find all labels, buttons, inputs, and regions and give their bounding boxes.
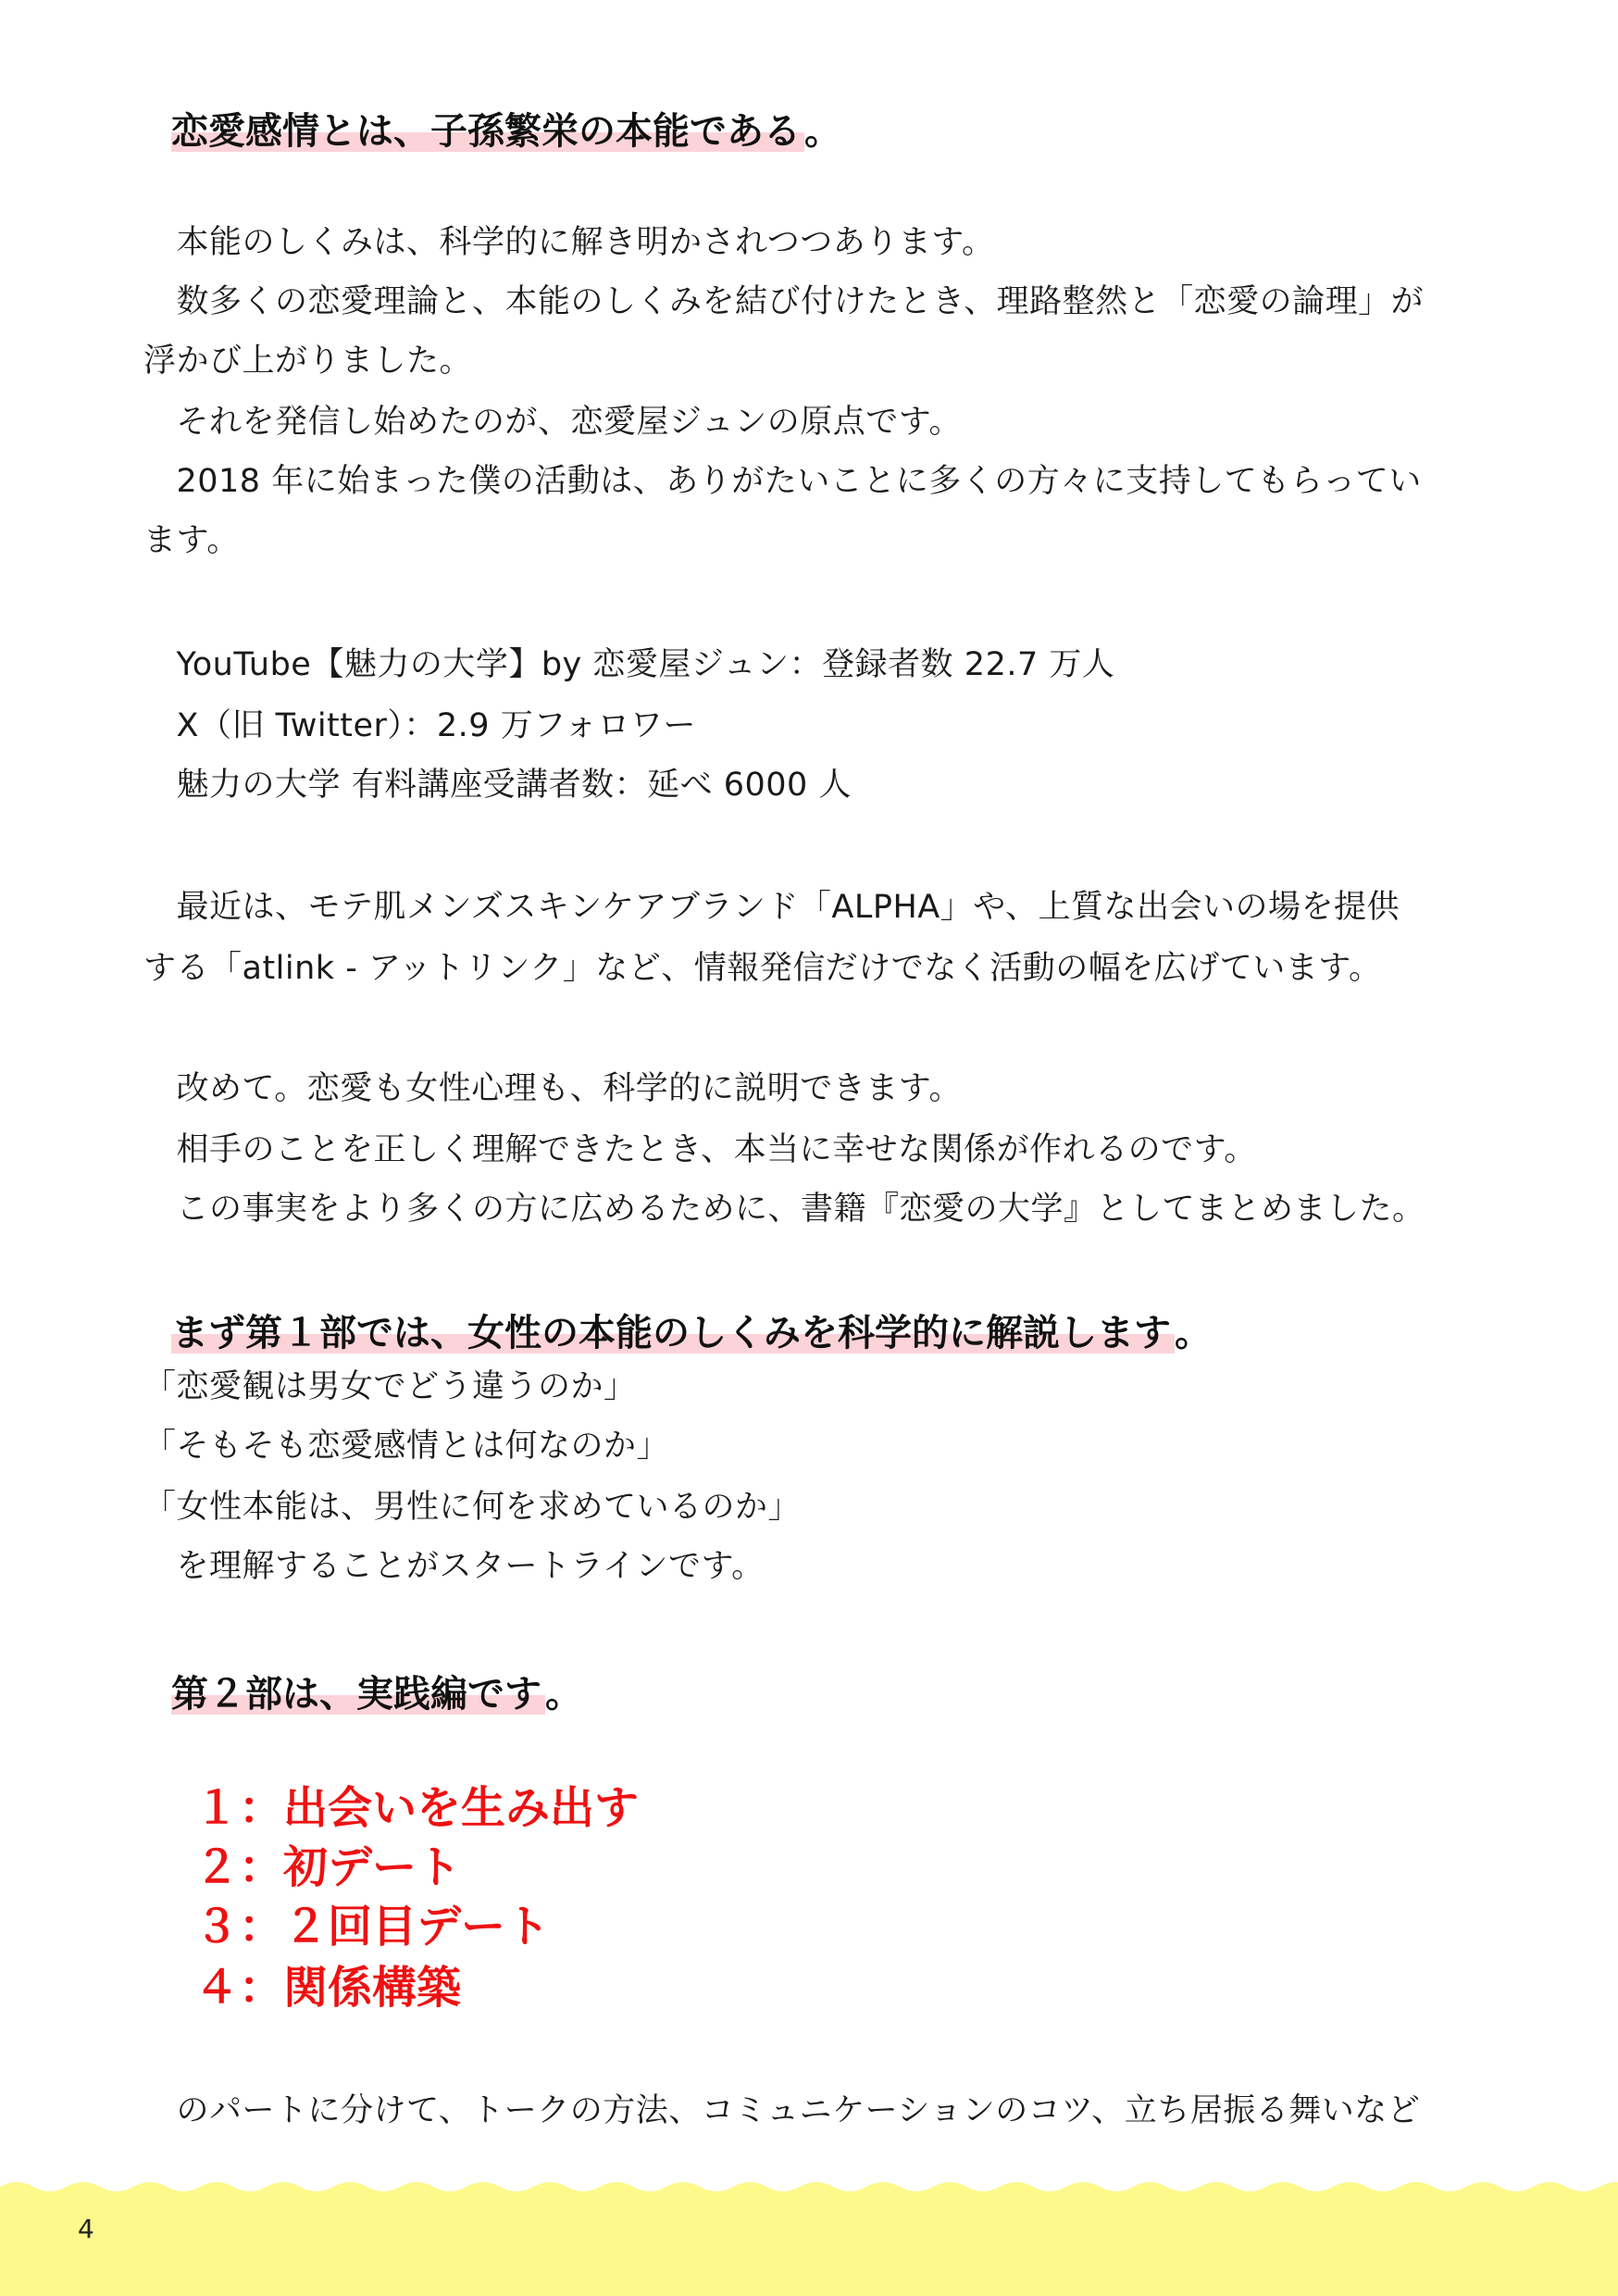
intro-line-1: 本能のしくみは、科学的に解き明かされつつあります。 xyxy=(143,224,995,261)
section-heading-1-text: 恋愛感情とは、子孫繁栄の本能である xyxy=(171,110,804,153)
stat-x: X（旧 Twitter）：2.9 万フォロワー xyxy=(143,707,696,744)
section-heading-3-punct: 。 xyxy=(545,1673,582,1716)
intro-line-2: 数多くの恋愛理論と、本能のしくみを結び付けたとき、理路整然と「恋愛の論理」が xyxy=(143,283,1425,320)
recent-line-2: する「atlink - アットリンク」など、情報発信だけでなく活動の幅を広げています。 xyxy=(143,950,1382,987)
part1-question-2: 「そもそも恋愛感情とは何なのか」 xyxy=(143,1428,670,1465)
intro-line-6: ます。 xyxy=(143,522,240,559)
again-line-3: この事実をより多くの方に広めるために、書籍『恋愛の大学』としてまとめました。 xyxy=(143,1191,1425,1228)
page-number: 4 xyxy=(78,2214,94,2244)
section-heading-2-punct: 。 xyxy=(1175,1312,1212,1354)
stat-course: 魅力の大学 有料講座受講者数：延べ 6000 人 xyxy=(143,767,852,804)
stat-youtube: YouTube【魅力の大学】by 恋愛屋ジュン：登録者数 22.7 万人 xyxy=(143,646,1115,683)
part1-question-1: 「恋愛観は男女でどう違うのか」 xyxy=(143,1368,637,1405)
intro-line-3: 浮かび上がりました。 xyxy=(143,343,473,380)
intro-line-5: 2018 年に始まった僕の活動は、ありがたいことに多くの方々に支持してもらってい xyxy=(143,463,1422,500)
again-line-2: 相手のことを正しく理解できたとき、本当に幸せな関係が作れるのです。 xyxy=(143,1131,1257,1168)
step-3: ３：２回目デート xyxy=(194,1901,551,1953)
section-heading-2 xyxy=(171,1307,1212,1359)
section-heading-3 xyxy=(171,1668,582,1720)
recent-line-1: 最近は、モテ肌メンズスキンケアブランド「ALPHA」や、上質な出会いの場を提供 xyxy=(143,889,1400,926)
section-heading-1 xyxy=(171,106,841,157)
part1-question-3: 「女性本能は、男性に何を求めているのか」 xyxy=(143,1489,802,1526)
closing-line: のパートに分けて、トークの方法、コミュニケーションのコツ、立ち居振る舞いなど xyxy=(143,2092,1421,2129)
step-4: ４：関係構築 xyxy=(194,1962,462,2014)
section-heading-3-text: 第２部は、実践編です xyxy=(171,1673,545,1716)
step-2: ２：初デート xyxy=(194,1841,462,1893)
section-heading-1-punct: 。 xyxy=(804,110,841,153)
footer-wave-decoration xyxy=(0,2174,1618,2296)
part1-conclusion: を理解することがスタートラインです。 xyxy=(143,1548,765,1585)
intro-line-4: それを発信し始めたのが、恋愛屋ジュンの原点です。 xyxy=(143,404,963,441)
step-1: １：出会いを生み出す xyxy=(194,1782,640,1834)
again-line-1: 改めて。恋愛も女性心理も、科学的に説明できます。 xyxy=(143,1070,963,1107)
section-heading-2-text: まず第１部では、女性の本能のしくみを科学的に解説します xyxy=(171,1312,1175,1354)
